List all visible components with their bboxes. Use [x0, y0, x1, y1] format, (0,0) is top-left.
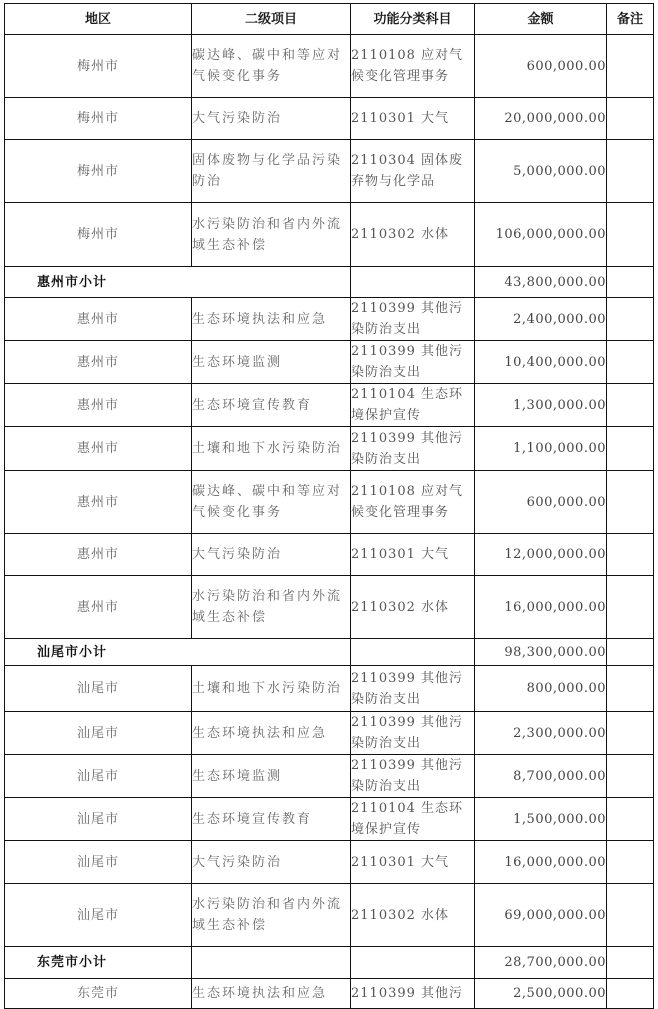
amount-cell: 69,000,000.00: [475, 884, 607, 947]
note-cell: [607, 267, 654, 298]
table-row: [5, 98, 654, 140]
project-cell: 水污染防治和省内外流域生态补偿: [192, 884, 351, 947]
note-cell: [607, 979, 654, 1009]
note-cell: [607, 666, 654, 712]
note-cell: [607, 203, 654, 267]
project-cell: 碳达峰、碳中和等应对气候变化事务: [192, 35, 351, 98]
project-cell: 生态环境宣传教育: [192, 384, 351, 427]
table-row: [5, 534, 654, 576]
table-row: [5, 35, 654, 98]
project-cell: 生态环境监测: [192, 755, 351, 798]
header-row: [5, 4, 654, 35]
table-row: [5, 203, 654, 267]
subtotal-label: 惠州市小计: [5, 267, 351, 298]
project-cell: 水污染防治和省内外流域生态补偿: [192, 576, 351, 639]
note-cell: [607, 576, 654, 639]
region-cell: 汕尾市: [5, 884, 192, 947]
project-cell: 水污染防治和省内外流域生态补偿: [192, 203, 351, 267]
project-cell: 生态环境监测: [192, 341, 351, 384]
subtotal-row: [5, 267, 654, 298]
table-row: [5, 712, 654, 755]
note-cell: [607, 947, 654, 979]
amount-cell: 1,300,000.00: [475, 384, 607, 427]
func-cell: 2110399 其他污染防治支出: [351, 427, 475, 471]
region-cell: 梅州市: [5, 35, 192, 98]
subtotal-amount: 98,300,000.00: [475, 639, 607, 666]
subtotal-row: [5, 639, 654, 666]
func-cell: 2110302 水体: [351, 576, 475, 639]
project-cell: [192, 947, 351, 979]
subtotal-amount: 28,700,000.00: [475, 947, 607, 979]
func-cell: [351, 639, 475, 666]
table-row: [5, 979, 654, 1009]
region-cell: 汕尾市: [5, 798, 192, 841]
table-row: [5, 576, 654, 639]
func-cell: [351, 947, 475, 979]
func-cell: 2110301 大气: [351, 841, 475, 884]
table-row: [5, 341, 654, 384]
note-cell: [607, 755, 654, 798]
table-row: [5, 298, 654, 341]
project-cell: 土壤和地下水污染防治: [192, 427, 351, 471]
amount-cell: 2,400,000.00: [475, 298, 607, 341]
project-cell: 固体废物与化学品污染防治: [192, 140, 351, 203]
amount-cell: 600,000.00: [475, 471, 607, 534]
table-row: [5, 384, 654, 427]
note-cell: [607, 384, 654, 427]
project-cell: 土壤和地下水污染防治: [192, 666, 351, 712]
project-cell: 生态环境执法和应急: [192, 712, 351, 755]
note-cell: [607, 471, 654, 534]
header-project: 二级项目: [192, 4, 351, 35]
region-cell: 东莞市: [5, 979, 192, 1009]
region-cell: 惠州市: [5, 384, 192, 427]
amount-cell: 800,000.00: [475, 666, 607, 712]
subtotal-amount: 43,800,000.00: [475, 267, 607, 298]
func-cell: 2110104 生态环境保护宣传: [351, 384, 475, 427]
project-cell: 大气污染防治: [192, 534, 351, 576]
region-cell: 惠州市: [5, 576, 192, 639]
region-cell: 惠州市: [5, 298, 192, 341]
func-cell: 2110301 大气: [351, 534, 475, 576]
project-cell: 碳达峰、碳中和等应对气候变化事务: [192, 471, 351, 534]
region-cell: 惠州市: [5, 427, 192, 471]
table-row: [5, 427, 654, 471]
func-cell: 2110399 其他污: [351, 979, 475, 1009]
func-cell: 2110108 应对气候变化管理事务: [351, 471, 475, 534]
func-cell: 2110304 固体废弃物与化学品: [351, 140, 475, 203]
region-cell: 梅州市: [5, 203, 192, 267]
note-cell: [607, 884, 654, 947]
func-cell: 2110399 其他污染防治支出: [351, 298, 475, 341]
func-cell: 2110108 应对气候变化管理事务: [351, 35, 475, 98]
subtotal-label: 东莞市小计: [5, 947, 192, 979]
region-cell: 汕尾市: [5, 755, 192, 798]
table-row: [5, 884, 654, 947]
note-cell: [607, 298, 654, 341]
amount-cell: 8,700,000.00: [475, 755, 607, 798]
func-cell: 2110302 水体: [351, 203, 475, 267]
note-cell: [607, 798, 654, 841]
header-func: 功能分类科目: [351, 4, 475, 35]
note-cell: [607, 639, 654, 666]
region-cell: 汕尾市: [5, 712, 192, 755]
note-cell: [607, 341, 654, 384]
amount-cell: 16,000,000.00: [475, 841, 607, 884]
project-cell: 大气污染防治: [192, 98, 351, 140]
region-cell: 汕尾市: [5, 666, 192, 712]
table-row: [5, 798, 654, 841]
amount-cell: 20,000,000.00: [475, 98, 607, 140]
func-cell: 2110399 其他污染防治支出: [351, 712, 475, 755]
note-cell: [607, 712, 654, 755]
note-cell: [607, 98, 654, 140]
amount-cell: 5,000,000.00: [475, 140, 607, 203]
amount-cell: 106,000,000.00: [475, 203, 607, 267]
header-region: 地区: [5, 4, 192, 35]
note-cell: [607, 841, 654, 884]
amount-cell: 10,400,000.00: [475, 341, 607, 384]
table-row: [5, 140, 654, 203]
table-row: [5, 755, 654, 798]
note-cell: [607, 427, 654, 471]
func-cell: 2110399 其他污染防治支出: [351, 341, 475, 384]
region-cell: 梅州市: [5, 98, 192, 140]
func-cell: 2110399 其他污染防治支出: [351, 666, 475, 712]
project-cell: 生态环境宣传教育: [192, 798, 351, 841]
amount-cell: 600,000.00: [475, 35, 607, 98]
amount-cell: 1,100,000.00: [475, 427, 607, 471]
region-cell: 惠州市: [5, 534, 192, 576]
project-cell: 生态环境执法和应急: [192, 979, 351, 1009]
note-cell: [607, 35, 654, 98]
region-cell: 梅州市: [5, 140, 192, 203]
func-cell: 2110301 大气: [351, 98, 475, 140]
note-cell: [607, 534, 654, 576]
table-row: [5, 471, 654, 534]
header-note: 备注: [607, 4, 654, 35]
func-cell: 2110399 其他污染防治支出: [351, 755, 475, 798]
func-cell: [351, 267, 475, 298]
region-cell: 惠州市: [5, 471, 192, 534]
func-cell: 2110104 生态环境保护宣传: [351, 798, 475, 841]
amount-cell: 2,500,000.00: [475, 979, 607, 1009]
table-row: [5, 841, 654, 884]
project-cell: 大气污染防治: [192, 841, 351, 884]
project-cell: 生态环境执法和应急: [192, 298, 351, 341]
note-cell: [607, 140, 654, 203]
region-cell: 汕尾市: [5, 841, 192, 884]
amount-cell: 1,500,000.00: [475, 798, 607, 841]
subtotal-label: 汕尾市小计: [5, 639, 351, 666]
budget-table: [4, 3, 654, 1009]
amount-cell: 16,000,000.00: [475, 576, 607, 639]
subtotal-row: [5, 947, 654, 979]
amount-cell: 2,300,000.00: [475, 712, 607, 755]
header-amount: 金额: [475, 4, 607, 35]
func-cell: 2110302 水体: [351, 884, 475, 947]
table-row: [5, 666, 654, 712]
region-cell: 惠州市: [5, 341, 192, 384]
amount-cell: 12,000,000.00: [475, 534, 607, 576]
